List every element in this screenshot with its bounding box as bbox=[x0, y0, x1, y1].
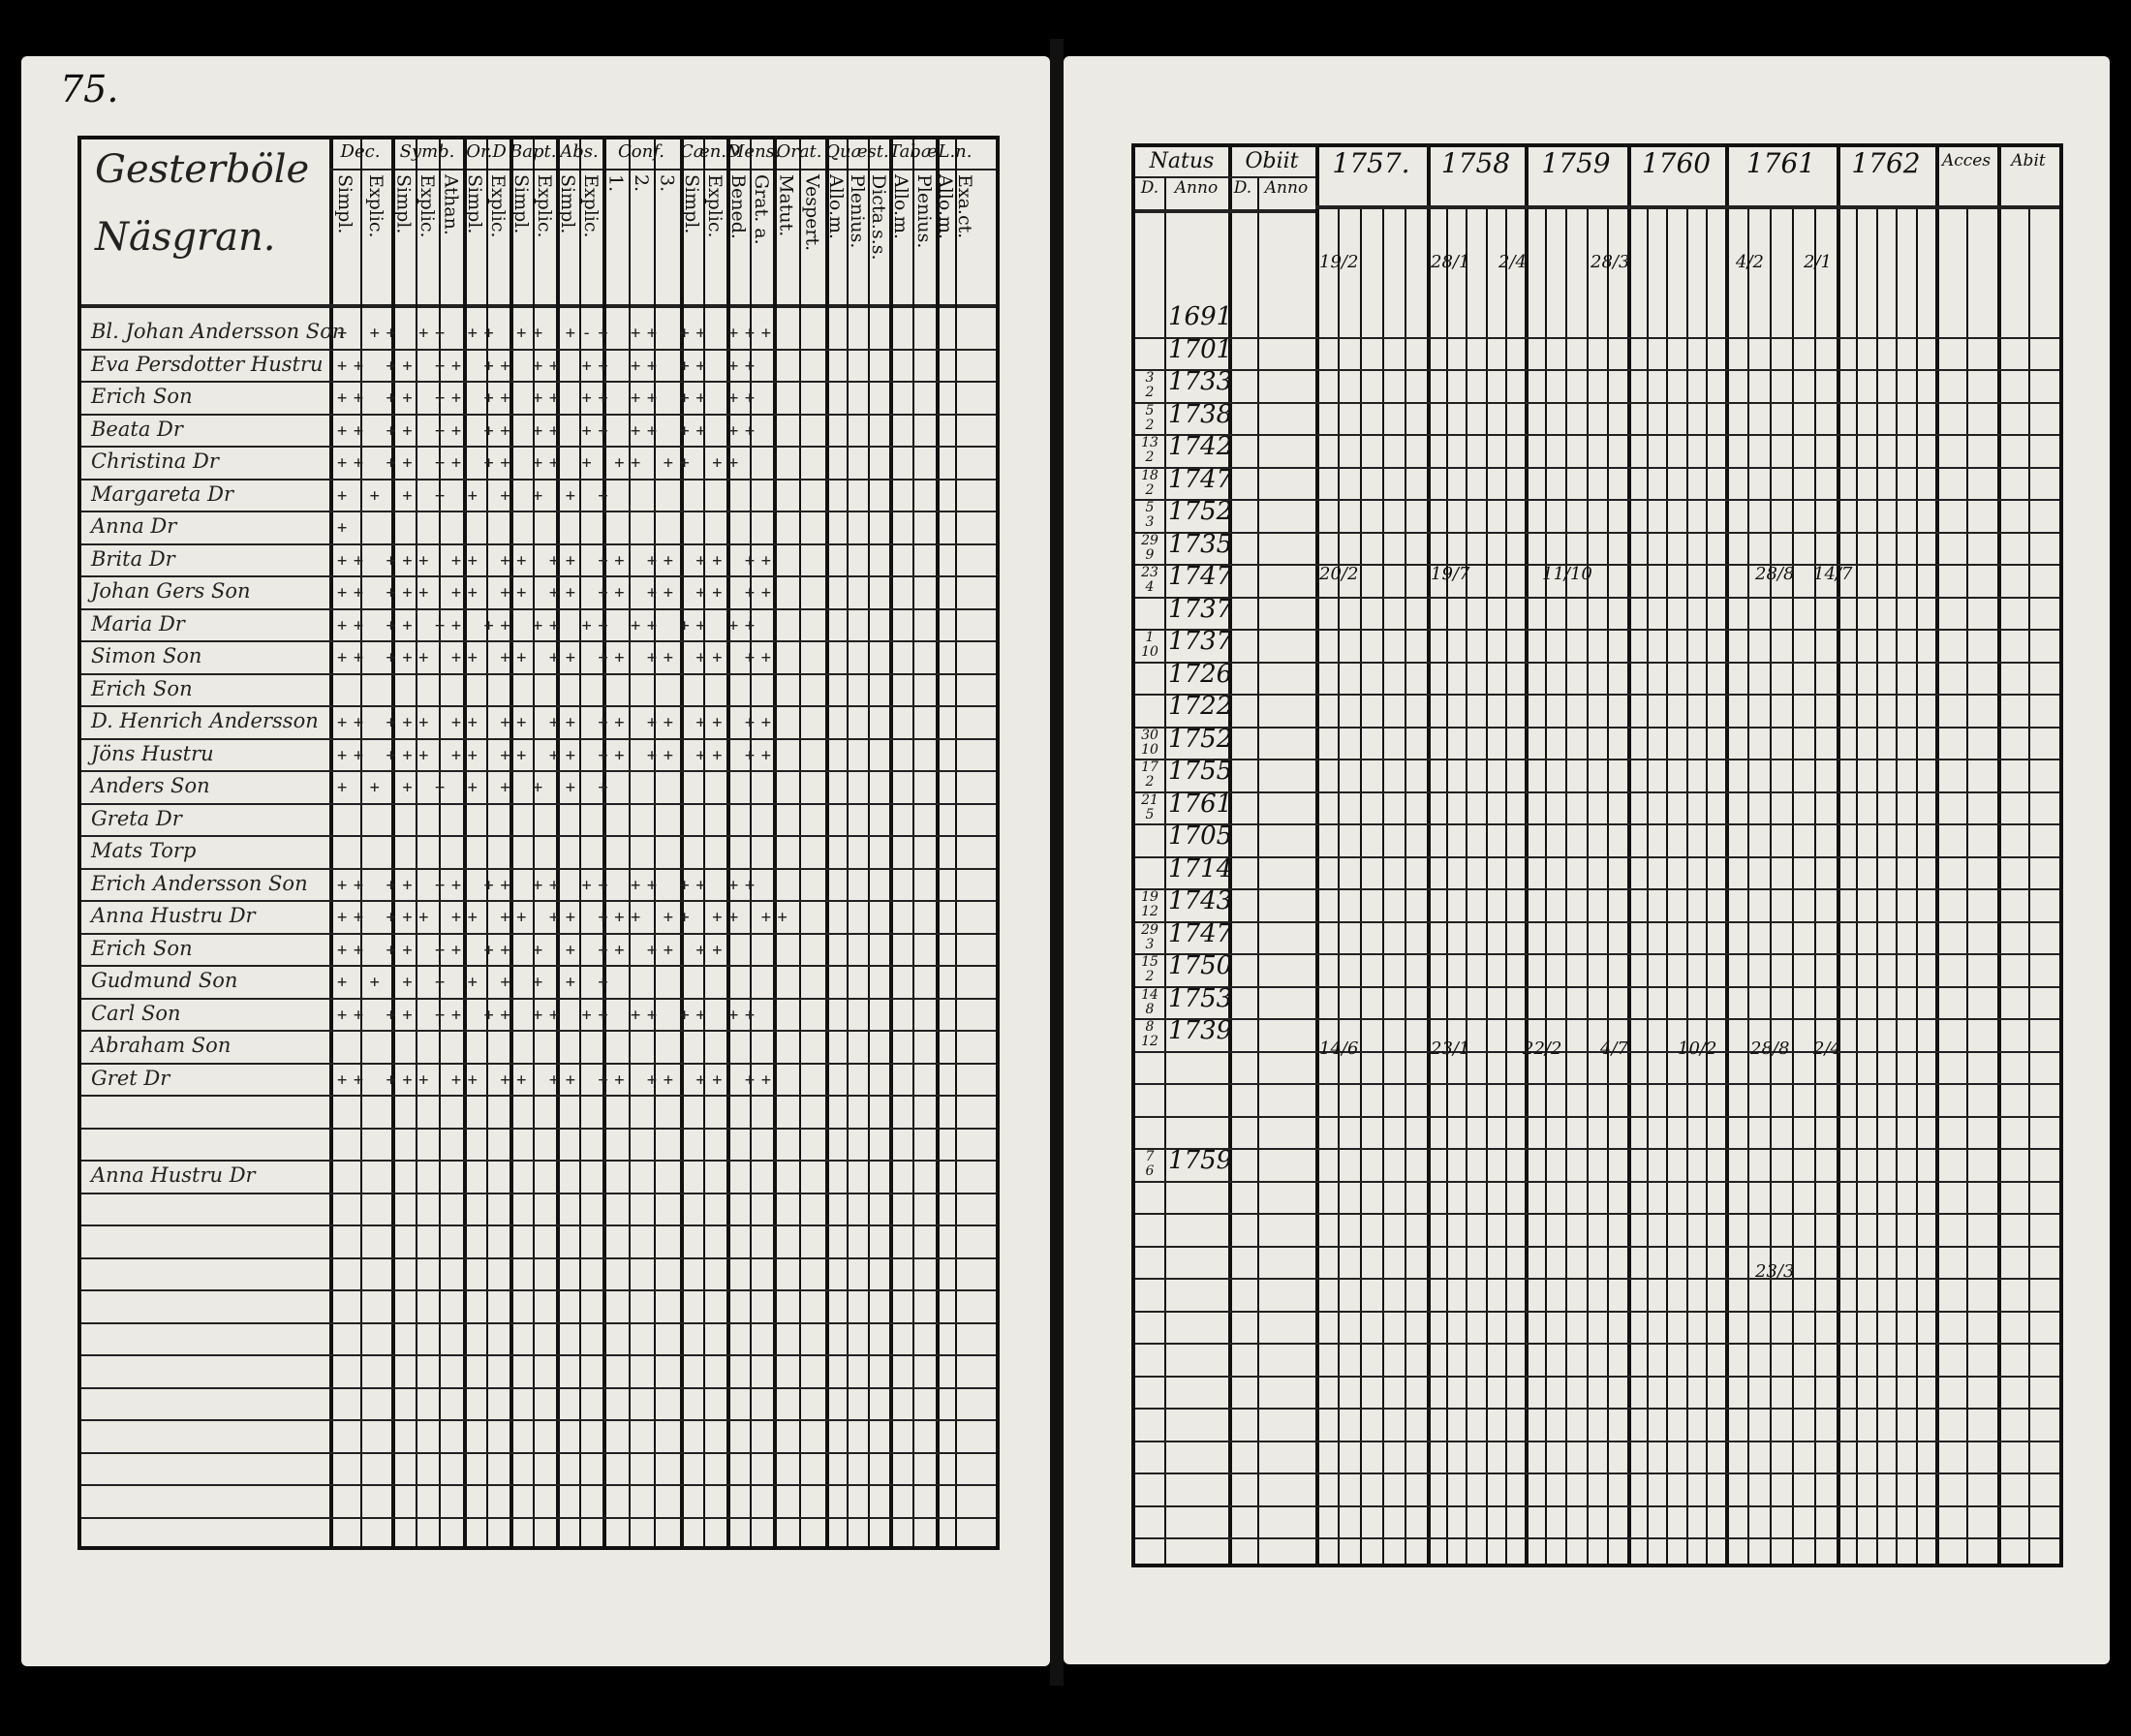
row-line bbox=[1135, 1472, 2059, 1474]
annotation-note: 23/3 bbox=[1755, 1261, 1795, 1282]
annotation-note: 14/6 bbox=[1319, 1038, 1359, 1059]
row-line bbox=[81, 381, 996, 383]
row-line bbox=[81, 608, 996, 610]
year-sub-divider bbox=[1405, 205, 1406, 1564]
row-line bbox=[1135, 1018, 2059, 1020]
sub-divider bbox=[799, 140, 801, 1546]
catechism-marks: ++ +++ ++ ++ ++ ++ ++ ++ ++ bbox=[337, 713, 778, 732]
year-sub-divider bbox=[1747, 205, 1749, 1564]
birth-year: 1747 bbox=[1168, 464, 1233, 494]
birth-day: 29 9 bbox=[1141, 532, 1158, 563]
subheader-8-1: Vespert. bbox=[801, 174, 823, 252]
header-divider bbox=[81, 304, 996, 308]
register-name: Carl Son bbox=[91, 1001, 181, 1025]
row-line bbox=[81, 803, 996, 805]
row-line bbox=[81, 900, 996, 902]
birth-year: 1701 bbox=[1168, 334, 1233, 364]
row-line bbox=[1135, 564, 2059, 566]
page-number: 75. bbox=[60, 68, 119, 110]
row-line bbox=[1135, 953, 2059, 955]
subheader-4-1: Explic. bbox=[580, 174, 602, 238]
year-sub-divider bbox=[1587, 205, 1589, 1564]
catechism-marks: ++ +++ ++ ++ ++ ++ ++ ++ ++ bbox=[337, 583, 778, 603]
subheader-1-0: Simpl. bbox=[392, 174, 415, 234]
accessit-sub bbox=[1966, 205, 1968, 1564]
birth-day: 15 2 bbox=[1141, 954, 1158, 984]
register-name: D. Henrich Andersson bbox=[91, 709, 319, 732]
subheader-10-0: Allo.m. bbox=[890, 174, 911, 240]
annotation-note: 2/4 bbox=[1498, 252, 1527, 272]
annotation-note: 11/10 bbox=[1542, 564, 1592, 584]
row-line bbox=[81, 414, 996, 416]
sub-divider bbox=[703, 140, 705, 1546]
village-name: Gesterböle bbox=[95, 147, 310, 192]
annotation-note: 28/8 bbox=[1750, 1038, 1790, 1059]
row-line bbox=[1135, 1051, 2059, 1053]
header-3: Bapt. bbox=[510, 141, 557, 162]
year-sub-divider bbox=[1486, 205, 1488, 1564]
catechism-marks: + ++ ++ ++ ++ +-+ ++ ++ +++ bbox=[337, 324, 778, 343]
row-line bbox=[1135, 694, 2059, 696]
row-line bbox=[1135, 1376, 2059, 1378]
birth-day: 5 3 bbox=[1145, 500, 1155, 530]
birth-year: 1753 bbox=[1168, 983, 1233, 1013]
subheader-5-0: 1. bbox=[604, 174, 627, 193]
abiit-header: Abit bbox=[2011, 151, 2046, 170]
birth-year: 1759 bbox=[1168, 1146, 1233, 1175]
birth-year: 1733 bbox=[1168, 367, 1233, 396]
annotation-note: 4/7 bbox=[1600, 1038, 1628, 1059]
subheader-4-0: Simpl. bbox=[557, 174, 578, 234]
year-header-0: 1757. bbox=[1332, 147, 1410, 179]
sub-divider bbox=[847, 140, 849, 1546]
row-line bbox=[1135, 337, 2059, 339]
row-line bbox=[1135, 759, 2059, 760]
year-sub-divider bbox=[1770, 205, 1772, 1564]
sub-divider bbox=[955, 140, 957, 1546]
year-sub-divider bbox=[1666, 205, 1668, 1564]
register-name: Simon Son bbox=[91, 644, 202, 667]
farm-name: Näsgran. bbox=[95, 215, 276, 260]
row-line bbox=[81, 1095, 996, 1097]
register-name: Anna Hustru Dr bbox=[91, 904, 256, 927]
sub-divider bbox=[579, 140, 581, 1546]
row-line bbox=[1135, 791, 2059, 793]
register-name: Beata Dr bbox=[91, 417, 183, 441]
year-sub-divider bbox=[1814, 205, 1816, 1564]
birth-day: 8 12 bbox=[1141, 1019, 1158, 1049]
birth-year: 1705 bbox=[1168, 822, 1233, 851]
catechism-marks: ++ ++ ++ ++ ++ ++ ++ ++ ++ bbox=[337, 420, 761, 441]
year-sub-divider bbox=[1505, 205, 1507, 1564]
row-line bbox=[1135, 1441, 2059, 1442]
year-sub-divider bbox=[1565, 205, 1567, 1564]
catechism-marks: + + + + + + + + + bbox=[337, 485, 615, 506]
sub-divider bbox=[912, 140, 914, 1546]
birth-year: 1738 bbox=[1168, 399, 1233, 429]
row-line bbox=[81, 1257, 996, 1259]
year-sub-divider bbox=[1876, 205, 1878, 1564]
register-name: Erich Son bbox=[91, 385, 193, 408]
catechism-marks: ++ ++ ++ ++ ++ ++ ++ ++ ++ bbox=[337, 388, 761, 408]
row-line bbox=[1135, 986, 2059, 988]
row-line bbox=[1135, 1343, 2059, 1345]
sub-divider bbox=[360, 140, 362, 1546]
register-name: Christina Dr bbox=[91, 450, 219, 473]
birth-year: 1752 bbox=[1168, 724, 1233, 754]
birth-day: 7 6 bbox=[1145, 1149, 1155, 1179]
subheader-9-0: Allo.m. bbox=[825, 174, 847, 240]
birth-year: 1747 bbox=[1168, 918, 1233, 948]
row-line bbox=[81, 770, 996, 772]
row-line bbox=[81, 1160, 996, 1162]
row-line bbox=[1135, 921, 2059, 923]
birth-year: 1742 bbox=[1168, 432, 1233, 461]
birth-day: 23 4 bbox=[1141, 565, 1158, 595]
row-line bbox=[81, 1484, 996, 1486]
row-line bbox=[81, 933, 996, 935]
catechism-marks: ++ +++ ++ ++ ++ ++ ++ ++ ++ bbox=[337, 745, 778, 765]
catechism-marks: ++ ++ ++ ++ ++ ++ ++ ++ ++ bbox=[337, 615, 761, 636]
row-line bbox=[81, 1030, 996, 1032]
row-line bbox=[81, 738, 996, 740]
annotation-note: 2/4 bbox=[1813, 1038, 1841, 1059]
row-line bbox=[1135, 1213, 2059, 1215]
row-line bbox=[1135, 1148, 2059, 1150]
header-6: Cæn.D bbox=[680, 141, 741, 162]
group-divider bbox=[391, 140, 395, 1546]
year-sub-divider bbox=[1916, 205, 1918, 1564]
row-line bbox=[1135, 1278, 2059, 1280]
catechism-marks: ++ ++ ++ ++ + + ++ ++ ++ bbox=[337, 940, 729, 960]
year-sub-divider bbox=[1545, 205, 1547, 1564]
annotation-note: 19/7 bbox=[1431, 564, 1470, 584]
register-name: Johan Gers Son bbox=[91, 579, 251, 603]
sub-divider bbox=[654, 140, 656, 1546]
natus-sub-line bbox=[1135, 176, 1315, 178]
header-4: Abs. bbox=[560, 141, 599, 162]
register-name: Gret Dr bbox=[91, 1066, 170, 1090]
sub-divider bbox=[439, 140, 441, 1546]
natus-year-header: Anno bbox=[1174, 178, 1219, 198]
row-line bbox=[1135, 629, 2059, 631]
row-line bbox=[1135, 1311, 2059, 1313]
register-name: Gudmund Son bbox=[91, 969, 238, 992]
birth-day: 3 2 bbox=[1145, 370, 1155, 400]
annotation-note: 20/2 bbox=[1319, 564, 1359, 584]
row-line bbox=[81, 575, 996, 577]
row-line bbox=[1135, 402, 2059, 404]
header-11: L.n. bbox=[938, 141, 973, 162]
row-line bbox=[1135, 856, 2059, 858]
row-line bbox=[81, 1193, 996, 1194]
row-line bbox=[81, 1289, 996, 1291]
birth-year: 1743 bbox=[1168, 886, 1233, 915]
register-name: Mats Torp bbox=[91, 839, 197, 862]
row-line bbox=[81, 1387, 996, 1389]
birth-year: 1750 bbox=[1168, 951, 1233, 980]
annotation-note: 19/2 bbox=[1319, 252, 1359, 272]
row-line bbox=[1135, 1408, 2059, 1410]
row-line bbox=[1135, 1537, 2059, 1539]
sub-divider bbox=[868, 140, 870, 1546]
subheader-0-1: Explic. bbox=[365, 174, 386, 238]
birth-year: 1714 bbox=[1168, 853, 1233, 884]
subheader-3-1: Explic. bbox=[534, 174, 555, 238]
header-8: Orat. bbox=[776, 141, 822, 162]
birth-day: 5 2 bbox=[1145, 402, 1155, 433]
row-line bbox=[81, 965, 996, 967]
birth-day: 19 12 bbox=[1141, 889, 1158, 919]
group-divider bbox=[602, 140, 606, 1546]
row-line bbox=[1135, 662, 2059, 664]
row-line bbox=[1135, 727, 2059, 728]
subheader-8-0: Matut. bbox=[775, 174, 797, 237]
row-line bbox=[1135, 532, 2059, 534]
year-header-4: 1761 bbox=[1745, 147, 1816, 179]
row-line bbox=[1135, 1505, 2059, 1507]
row-line bbox=[81, 1452, 996, 1454]
register-name: Erich Son bbox=[91, 676, 193, 700]
row-line bbox=[1135, 823, 2059, 825]
row-line bbox=[1135, 1181, 2059, 1183]
row-line bbox=[81, 1224, 996, 1226]
register-name: Greta Dr bbox=[91, 806, 182, 830]
year-sub-divider bbox=[1338, 205, 1340, 1564]
annotation-note: 22/2 bbox=[1523, 1038, 1562, 1059]
subheader-5-1: 2. bbox=[631, 174, 652, 193]
birth-year: 1747 bbox=[1168, 562, 1233, 591]
catechism-marks: + + + + + + + + + bbox=[337, 973, 615, 992]
row-line bbox=[81, 543, 996, 545]
group-divider bbox=[889, 140, 893, 1546]
birth-day: 13 2 bbox=[1141, 435, 1158, 465]
catechism-marks: ++ +++ ++ ++ ++ +++ ++ ++ ++ bbox=[337, 908, 794, 927]
subheader-10-1: Plenius. bbox=[913, 174, 935, 249]
row-line bbox=[81, 1419, 996, 1421]
row-line bbox=[81, 868, 996, 870]
subheader-6-0: Simpl. bbox=[681, 174, 702, 234]
birth-year: 1726 bbox=[1168, 659, 1233, 689]
birth-year: 1761 bbox=[1168, 789, 1233, 819]
accessit-header: Acces bbox=[1941, 151, 1992, 170]
obiit-day-divider bbox=[1257, 176, 1259, 1564]
year-header-1: 1758 bbox=[1440, 147, 1511, 179]
register-name: Bl. Johan Andersson Son bbox=[91, 320, 346, 343]
obiit-header: Obiit bbox=[1245, 149, 1299, 173]
row-line bbox=[1135, 467, 2059, 469]
year-sub-divider bbox=[1360, 205, 1362, 1564]
sub-divider bbox=[750, 140, 752, 1546]
left-register-table bbox=[77, 136, 1000, 1550]
group-divider bbox=[825, 140, 829, 1546]
header-1: Symb. bbox=[399, 141, 455, 162]
annotation-note: 4/2 bbox=[1736, 252, 1764, 272]
row-line bbox=[1135, 1246, 2059, 1248]
subheader-7-1: Grat. a. bbox=[751, 174, 772, 245]
header-10: Tabæ bbox=[889, 141, 938, 162]
year-sub-divider bbox=[1466, 205, 1467, 1564]
register-name: Eva Persdotter Hustru bbox=[91, 352, 324, 376]
register-name: Anna Dr bbox=[91, 514, 177, 538]
row-line bbox=[81, 835, 996, 837]
birth-year: 1735 bbox=[1168, 529, 1233, 559]
annotation-note: 28/3 bbox=[1591, 252, 1630, 272]
book-gutter bbox=[1050, 39, 1064, 1686]
annotation-note: 28/1 bbox=[1431, 252, 1470, 272]
row-line bbox=[1135, 369, 2059, 371]
subheader-11-0: Allo.m. bbox=[935, 174, 956, 240]
catechism-marks: + bbox=[337, 518, 354, 538]
year-sub-divider bbox=[1686, 205, 1688, 1564]
birth-day: 14 8 bbox=[1141, 986, 1158, 1017]
register-name: Margareta Dr bbox=[91, 481, 233, 506]
catechism-marks: ++ ++ ++ ++ ++ ++ ++ ++ ++ bbox=[337, 1005, 761, 1025]
group-divider bbox=[510, 140, 513, 1546]
natus-header: Natus bbox=[1149, 149, 1215, 173]
catechism-marks: ++ +++ ++ ++ ++ ++ ++ ++ ++ bbox=[337, 1070, 778, 1090]
row-line bbox=[81, 998, 996, 1000]
birth-year: 1737 bbox=[1168, 594, 1233, 624]
register-name: Jöns Hustru bbox=[91, 741, 214, 765]
annotation-note: 23/1 bbox=[1431, 1038, 1470, 1059]
subheader-11-1: Exa.ct. bbox=[954, 174, 975, 239]
row-line bbox=[81, 1128, 996, 1130]
group-divider bbox=[680, 140, 684, 1546]
row-line bbox=[1135, 1116, 2059, 1118]
year-header-3: 1760 bbox=[1641, 147, 1712, 179]
sub-header-line bbox=[1135, 209, 1315, 213]
catechism-marks: ++ ++ ++ ++ ++ ++ ++ ++ ++ bbox=[337, 875, 761, 895]
subheader-9-2: Dicta.s.s. bbox=[868, 174, 889, 261]
right-register-table bbox=[1131, 143, 2063, 1567]
name-column-divider bbox=[329, 140, 333, 1546]
register-name: Anders Son bbox=[91, 774, 210, 797]
annotation-note: 28/8 bbox=[1755, 564, 1795, 584]
catechism-marks: ++ +++ ++ ++ ++ ++ ++ ++ ++ bbox=[337, 550, 778, 571]
year-sub-divider bbox=[1856, 205, 1858, 1564]
subheader-0-0: Simpl. bbox=[334, 174, 355, 234]
subheader-5-2: 3. bbox=[656, 174, 678, 193]
row-line bbox=[81, 446, 996, 448]
catechism-marks: ++ ++ ++ ++ ++ + ++ ++ ++ bbox=[337, 453, 745, 473]
row-line bbox=[1135, 499, 2059, 501]
annotation-note: 14/7 bbox=[1813, 564, 1853, 584]
birth-day: 29 3 bbox=[1141, 921, 1158, 952]
year-sub-divider bbox=[1382, 205, 1384, 1564]
year-sub-divider bbox=[1896, 205, 1898, 1564]
annotation-note: 2/1 bbox=[1804, 252, 1832, 272]
header-label-line bbox=[329, 169, 996, 170]
sub-divider bbox=[629, 140, 631, 1546]
row-line bbox=[1135, 888, 2059, 890]
abiit-sub bbox=[2028, 205, 2030, 1564]
register-name: Erich Son bbox=[91, 936, 193, 960]
birth-day: 21 5 bbox=[1141, 791, 1158, 822]
birth-day: 18 2 bbox=[1141, 467, 1158, 498]
subheader-2-0: Simpl. bbox=[464, 174, 485, 234]
birth-day: 1 10 bbox=[1141, 630, 1158, 660]
sub-divider bbox=[416, 140, 417, 1546]
row-line bbox=[81, 479, 996, 480]
row-line bbox=[81, 1517, 996, 1519]
row-line bbox=[81, 1322, 996, 1324]
birth-year: 1755 bbox=[1168, 757, 1233, 786]
group-divider bbox=[726, 140, 730, 1546]
row-line bbox=[81, 511, 996, 512]
year-header-line bbox=[1315, 205, 2059, 209]
register-name: Brita Dr bbox=[91, 546, 175, 571]
register-name: Erich Andersson Son bbox=[91, 871, 308, 895]
row-line bbox=[81, 705, 996, 707]
header-5: Conf. bbox=[618, 141, 664, 162]
birth-year: 1691 bbox=[1168, 302, 1233, 331]
year-sub-divider bbox=[1446, 205, 1448, 1564]
subheader-1-1: Explic. bbox=[417, 174, 438, 238]
birth-year: 1722 bbox=[1168, 692, 1233, 721]
year-header-5: 1762 bbox=[1851, 147, 1921, 179]
sub-divider bbox=[486, 140, 488, 1546]
subheader-1-2: Athan. bbox=[440, 174, 462, 235]
subheader-2-1: Explic. bbox=[487, 174, 509, 238]
header-2: Or.D bbox=[466, 141, 507, 162]
row-line bbox=[1135, 434, 2059, 436]
group-divider bbox=[773, 140, 777, 1546]
row-line bbox=[81, 1354, 996, 1356]
catechism-marks: ++ +++ ++ ++ ++ ++ ++ ++ ++ bbox=[337, 648, 778, 667]
year-sub-divider bbox=[1647, 205, 1649, 1564]
register-name: Maria Dr bbox=[91, 611, 185, 636]
subheader-3-0: Simpl. bbox=[510, 174, 532, 234]
row-line bbox=[81, 673, 996, 675]
sub-divider bbox=[533, 140, 535, 1546]
row-line bbox=[1135, 597, 2059, 599]
header-7: Mens. bbox=[726, 141, 781, 162]
group-divider bbox=[463, 140, 467, 1546]
subheader-6-1: Explic. bbox=[704, 174, 726, 238]
row-line bbox=[81, 349, 996, 351]
year-sub-divider bbox=[1792, 205, 1794, 1564]
register-name: Abraham Son bbox=[91, 1034, 232, 1057]
register-name: Anna Hustru Dr bbox=[91, 1163, 256, 1187]
natus-day-header: D. bbox=[1140, 178, 1159, 198]
subheader-9-1: Plenius. bbox=[847, 174, 868, 249]
year-header-2: 1759 bbox=[1541, 147, 1611, 179]
group-divider bbox=[936, 140, 940, 1546]
annotation-note: 10/2 bbox=[1678, 1038, 1717, 1059]
birth-day: 30 10 bbox=[1141, 727, 1158, 758]
natus-day-divider bbox=[1164, 176, 1166, 1564]
obiit-day-header: D. bbox=[1233, 178, 1252, 198]
year-sub-divider bbox=[1607, 205, 1609, 1564]
row-line bbox=[1135, 1083, 2059, 1085]
birth-day: 17 2 bbox=[1141, 760, 1158, 790]
birth-year: 1737 bbox=[1168, 627, 1233, 656]
subheader-7-0: Bened. bbox=[727, 174, 749, 239]
catechism-marks: ++ ++ ++ ++ ++ ++ ++ ++ ++ bbox=[337, 356, 761, 376]
header-9: Quæst. bbox=[825, 141, 889, 162]
obiit-year-header: Anno bbox=[1264, 178, 1309, 198]
header-0: Dec. bbox=[340, 141, 381, 162]
row-line bbox=[81, 640, 996, 642]
birth-year: 1739 bbox=[1168, 1016, 1233, 1045]
row-line bbox=[81, 1063, 996, 1065]
group-divider bbox=[556, 140, 560, 1546]
birth-year: 1752 bbox=[1168, 497, 1233, 526]
year-sub-divider bbox=[1706, 205, 1708, 1564]
catechism-marks: + + + + + + + + + bbox=[337, 778, 615, 797]
